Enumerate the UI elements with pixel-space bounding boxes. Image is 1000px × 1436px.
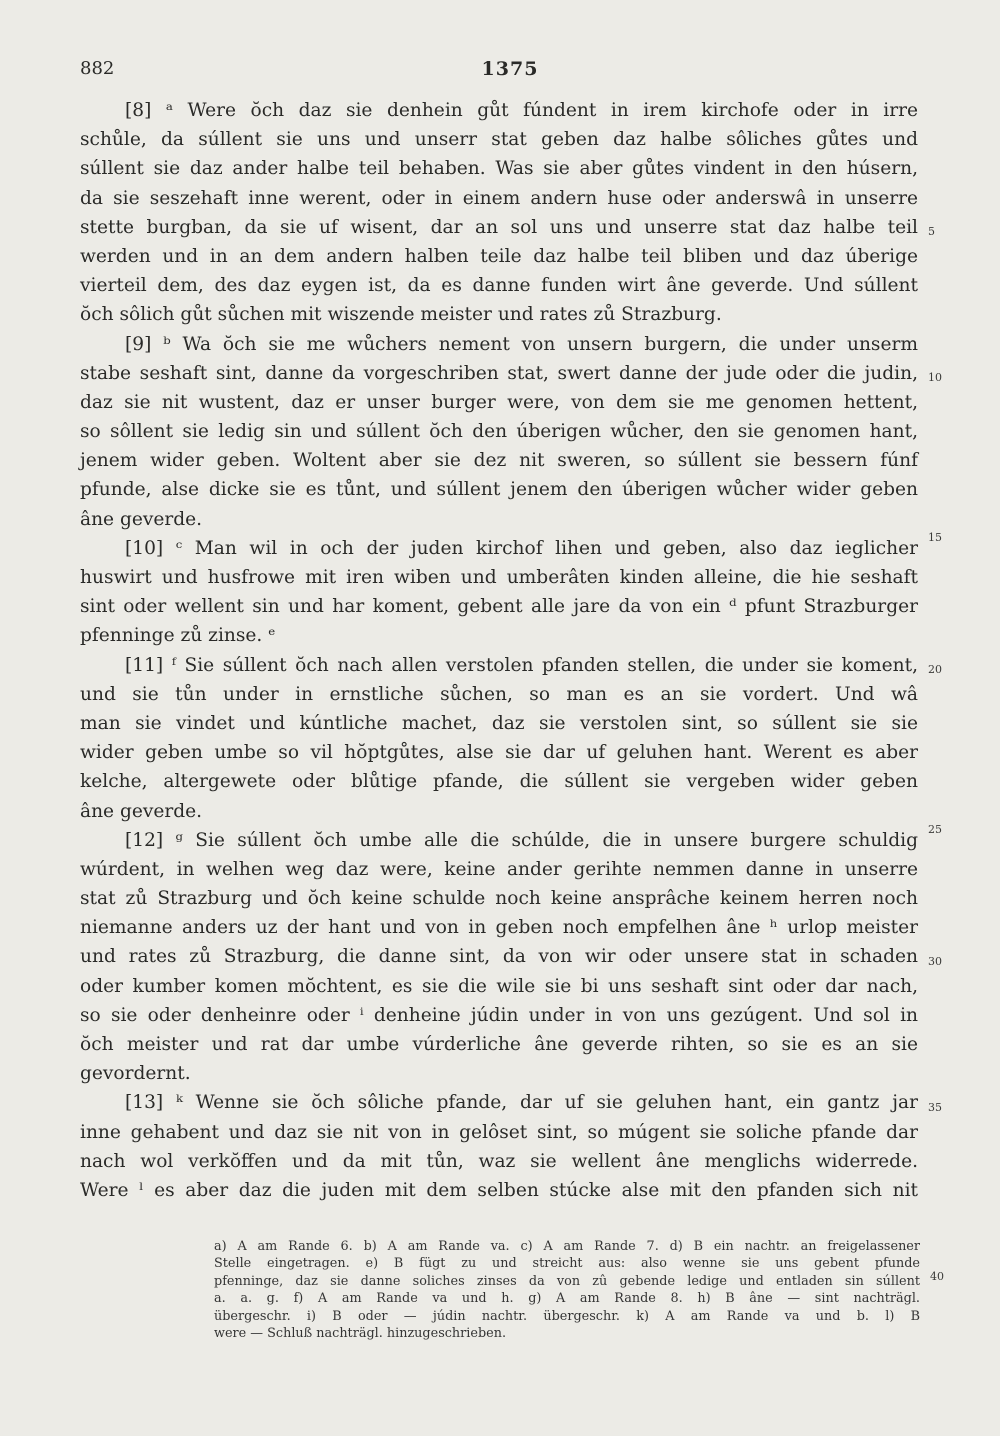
text-line: [11] ᶠ Sie súllent ŏch nach allen verstolen pfanden stellen, die under sie koment, xyxy=(125,654,918,676)
margin-line-number: 20 xyxy=(928,662,942,676)
margin-line-number: 35 xyxy=(928,1100,942,1114)
margin-line-number: 5 xyxy=(928,224,935,238)
text-line: âne geverde. xyxy=(80,800,203,822)
text-line: und rates zů Strazburg, die danne sint, da von wir oder unsere stat in schaden xyxy=(80,946,918,968)
text-line: wider geben umbe so vil hŏptgůtes, alse sie dar uf geluhen hant. Werent es aber xyxy=(80,742,918,764)
text-line: súllent sie daz ander halbe teil behaben. Was sie aber gůtes vindent in den húsern, xyxy=(80,158,918,180)
text-line: [8] ᵃ Were ŏch daz sie denhein gůt fúndent in irem kirchofe oder in irre xyxy=(125,100,918,121)
text-line: da sie seszehaft inne werent, oder in einem andern huse oder anderswâ in unserre xyxy=(80,187,918,209)
text-line: [13] ᵏ Wenne sie ŏch sôliche pfande, dar uf sie geluhen hant, ein gantz jar xyxy=(125,1092,918,1114)
margin-line-number: 30 xyxy=(928,954,942,968)
footnote-line: a. a. g. f) A am Rande va und h. g) A am Rande 8. h) B âne — sint nachträgl. xyxy=(214,1291,920,1307)
margin-line-number: 10 xyxy=(928,370,942,384)
text-line: vierteil dem, des daz eygen ist, da es danne funden wirt âne geverde. Und súllent xyxy=(80,275,918,297)
text-line: pfenninge zů zinse. ᵉ xyxy=(80,625,276,647)
body-text xyxy=(80,96,918,1205)
page-header xyxy=(80,58,940,88)
text-line: [9] ᵇ Wa ŏch sie me wůchers nement von unsern burgern, die under unserm xyxy=(125,333,918,355)
text-line: so sôllent sie ledig sin und súllent ŏch den úberigen wůcher, den sie genomen hant, xyxy=(80,421,918,443)
document-number: 1375 xyxy=(481,58,539,80)
footnote-line-number: 40 xyxy=(930,1270,944,1283)
text-line: stabe seshaft sint, danne da vorgeschriben stat, swert danne der jude oder die judin, xyxy=(80,362,918,384)
text-line: stat zů Strazburg und ŏch keine schulde noch keine ansprâche keinem herren noch xyxy=(80,888,918,910)
text-line: man sie vindet und kúntliche machet, daz sie verstolen sint, so súllent sie sie xyxy=(80,712,918,734)
footnote-line: Stelle eingetragen. e) B fügt zu und streicht aus: also wenne sie uns gebent pfunde xyxy=(214,1256,920,1272)
text-line: jenem wider geben. Woltent aber sie dez nit sweren, so súllent sie bessern fúnf xyxy=(80,450,918,472)
page-number: 882 xyxy=(80,58,115,79)
text-line: ŏch sôlich gůt sůchen mit wiszende meister und rates zů Strazburg. xyxy=(80,304,722,326)
footnote-line: pfenninge, daz sie danne soliches zinses da von zû gebende ledige und entladen sin súllent xyxy=(214,1273,920,1289)
footnote-line: übergeschr. i) B oder — júdin nachtr. übergeschr. k) A am Rande va und b. l) B xyxy=(214,1308,920,1324)
text-line: ŏch meister und rat dar umbe vúrderliche âne geverde rihten, so sie es an sie xyxy=(80,1034,918,1055)
text-line: schůle, da súllent sie uns und unserr stat geben daz halbe sôliches gůtes und xyxy=(80,129,918,151)
text-line: daz sie nit wustent, daz er unser burger were, von dem sie me genomen hettent, xyxy=(80,391,918,413)
text-line: oder kumber komen mŏchtent, es sie die wile sie bi uns seshaft sint oder dar nach, xyxy=(80,975,918,997)
text-line: sint oder wellent sin und har koment, gebent alle jare da von ein ᵈ pfunt Strazburger xyxy=(80,596,918,618)
text-line: [10] ᶜ Man wil in och der juden kirchof lihen und geben, also daz ieglicher xyxy=(125,537,918,559)
margin-line-number: 25 xyxy=(928,823,942,837)
text-line: so sie oder denheinre oder ⁱ denheine júdin under in von uns gezúgent. Und sol in xyxy=(80,1004,918,1026)
text-line: werden und in an dem andern halben teile daz halbe teil bliben und daz úberige xyxy=(80,245,918,267)
text-line: [12] ᵍ Sie súllent ŏch umbe alle die schúlde, die in unsere burgere schuldig xyxy=(125,829,918,851)
text-line: wúrdent, in welhen weg daz were, keine ander gerihte nemmen danne in unserre xyxy=(80,858,918,880)
text-line: und sie tůn under in ernstliche sůchen, so man es an sie vordert. Und wâ xyxy=(80,683,918,705)
text-line: huswirt und husfrowe mit iren wiben und umberâten kinden alleine, die hie seshaft xyxy=(80,567,918,588)
text-line: gevordernt. xyxy=(80,1063,191,1085)
footnote-line: a) A am Rande 6. b) A am Rande va. c) A am Rande 7. d) B ein nachtr. an freigelassener xyxy=(214,1239,920,1254)
text-line: stette burgban, da sie uf wisent, dar an sol uns und unserre stat daz halbe teil xyxy=(80,216,918,238)
text-line: âne geverde. xyxy=(80,508,203,530)
footnote-line: were — Schluß nachträgl. hinzugeschrieben. xyxy=(214,1325,507,1341)
text-line: kelche, altergewete oder blůtige pfande, die súllent sie vergeben wider geben xyxy=(80,771,918,793)
margin-line-number: 15 xyxy=(928,531,942,545)
text-line: pfunde, alse dicke sie es tůnt, und súllent jenem den úberigen wůcher wider geben xyxy=(80,479,918,501)
text-line: Were ˡ es aber daz die juden mit dem selben stúcke alse mit den pfanden sich nit xyxy=(80,1179,918,1201)
text-line: nach wol verkŏffen und da mit tůn, waz sie wellent âne menglichs widerrede. xyxy=(80,1150,918,1172)
text-line: niemanne anders uz der hant und von in geben noch empfelhen âne ʰ urlop meister xyxy=(80,917,918,939)
footnotes xyxy=(214,1238,920,1342)
text-line: inne gehabent und daz sie nit von in gelôset sint, so múgent sie soliche pfande dar xyxy=(80,1121,918,1143)
